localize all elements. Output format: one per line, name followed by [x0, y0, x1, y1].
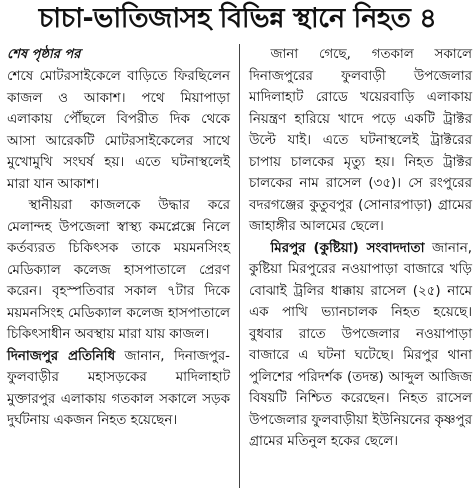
paragraph-accident-akash: শেষে মোটরসাইকেলে বাড়িতে ফিরছিলেন কাজল ও আকাশ। পথে মিয়াপাড়া এলাকায় পৌঁছলে বিপরীত দিক থেকে আসা আরেকটি মোটরসাইকেলের সাথে মুখোমুখি সংঘর্ষ হয়। এতে ঘটনাস্থলেই মারা যান আকাশ। — [7, 69, 230, 192]
mirpur-byline: মিরপুর (কুষ্টিয়া) সংবাদদাতা — [270, 240, 425, 256]
left-column — [7, 44, 230, 432]
headline: চাচা-ভাতিজাসহ বিভিন্ন স্থানে নিহত ৪ — [38, 3, 437, 34]
paragraph-tractor: জানা গেছে, গতকাল সকালে দিনাজপুরের ফুলবাড়ী উপজেলার মাদিলাহাট রোডে খয়েরবাড়ি এলাকায় নিয়ন্ত্রণ হারিয়ে খাদে পড়ে একটি ট্রাক্টর উল্টে যাই। এতে ঘটনাস্থলেই ট্রাক্টরের চাপায় চালকের মৃত্যু হয়। নিহত ট্রাক্টর চালকের নাম রাসেল (৩৫)। সে রংপুরের বদরগঞ্জের কুতুবপুর (সোনারপাড়া) গ্রামের জাহাঙ্গীর আলমের ছেলে। — [249, 47, 472, 234]
paragraph-mirpur — [249, 238, 472, 453]
right-column — [249, 44, 472, 453]
left-body — [7, 66, 230, 432]
dinajpur-text: জানান, দিনাজপুর-ফুলবাড়ীর মহাসড়কের মাদিলাহাট মুক্তারপুর এলাকায় গতকাল সকালে সড়ক দুর্ঘটনায় একজন নিহত হয়েছেন। — [7, 348, 230, 428]
column-divider — [239, 44, 240, 488]
right-body — [249, 44, 472, 453]
paragraph-kajal-death: স্থানীয়রা কাজলকে উদ্ধার করে মেলান্দহ উপজেলা স্বাস্থ্য কমপ্লেক্সে নিলে কর্তব্যরত চিকিৎসক তাকে ময়মনসিংহ মেডিক্যাল কলেজ হাসপাতালে প্রেরণ করেন। বৃহস্পতিবার সকাল ৭টার দিকে ময়মনসিংহ মেডিক্যাল কলেজ হাসপাতালে চিকিৎসাধীন অবস্থায় মারা যায় কাজল। — [7, 198, 230, 342]
dinajpur-byline: দিনাজপুর প্রতিনিধি — [7, 348, 116, 364]
continued-from-label: শেষ পৃষ্ঠার পর — [7, 47, 81, 62]
mirpur-text: জানান, কুষ্টিয়া মিরপুরের নওয়াপাড়া বাজারে খড়ি বোঝাই ট্রলির ধাক্কায় রাসেল (২৫) নামে এক পাখি ভ্যানচালক নিহত হয়েছে। বুধবার রাতে উপজেলার নওয়াপাড়া বাজারে এ ঘটনা ঘটেছে। মিরপুর থানা পুলিশের পরিদর্শক (তদন্ত) আব্দুল আজিজ বিষয়টি নিশ্চিত করেছেন। নিহত রাসেল উপজেলার ফুলবাড়ীয়া ইউনিয়নের কৃষ্ণপুর গ্রামের মতিনুল হকের ছেলে। — [249, 240, 472, 449]
paragraph-dinajpur — [7, 346, 230, 432]
